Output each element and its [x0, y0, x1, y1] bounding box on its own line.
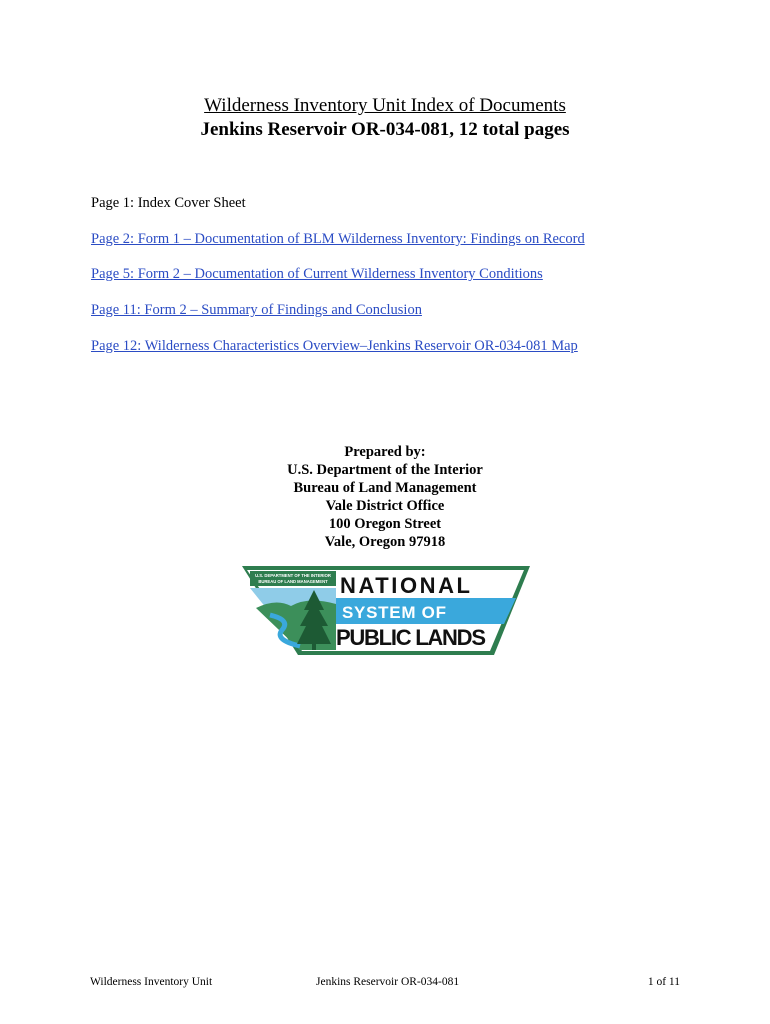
national-system-of-public-lands-logo	[236, 560, 536, 660]
prepared-by-office: Vale District Office	[325, 498, 445, 514]
prepared-by-block	[0, 443, 770, 551]
prepared-by-bureau: Bureau of Land Management	[293, 480, 477, 496]
document-title	[0, 94, 770, 142]
tree-trunk	[312, 644, 316, 650]
prepared-by-street: 100 Oregon Street	[328, 516, 442, 532]
index-item-page-1: Page 1: Index Cover Sheet	[91, 195, 246, 211]
index-link-page-5[interactable]: Page 5: Form 2 – Documentation of Current Wilderness Inventory Conditions	[91, 266, 543, 282]
logo-word-system-of: SYSTEM OF	[342, 603, 446, 622]
prepared-by-heading: Prepared by:	[344, 444, 426, 460]
logo-seal-text-2: BUREAU OF LAND MANAGEMENT	[258, 579, 328, 584]
footer-page-number: 1 of 11	[647, 976, 680, 988]
footer-left: Wilderness Inventory Unit	[90, 976, 213, 988]
prepared-by-city: Vale, Oregon 97918	[324, 534, 446, 550]
index-link-page-11[interactable]: Page 11: Form 2 – Summary of Findings and Conclusion	[91, 302, 422, 318]
prepared-by-department: U.S. Department of the Interior	[287, 462, 483, 478]
footer-center: Jenkins Reservoir OR-034-081	[316, 976, 460, 988]
title-line-1: Wilderness Inventory Unit Index of Documents	[204, 95, 566, 116]
title-line-2: Jenkins Reservoir OR-034-081, 12 total pages	[200, 119, 570, 140]
logo-word-national: NATIONAL	[340, 573, 470, 598]
index-link-page-12[interactable]: Page 12: Wilderness Characteristics Overview–Jenkins Reservoir OR-034-081 Map	[91, 338, 578, 354]
logo-seal-text-1: U.S. DEPARTMENT OF THE INTERIOR	[255, 573, 331, 578]
logo-word-public-lands: PUBLIC LANDS	[336, 625, 486, 650]
index-link-page-2[interactable]: Page 2: Form 1 – Documentation of BLM Wilderness Inventory: Findings on Record	[91, 231, 585, 247]
